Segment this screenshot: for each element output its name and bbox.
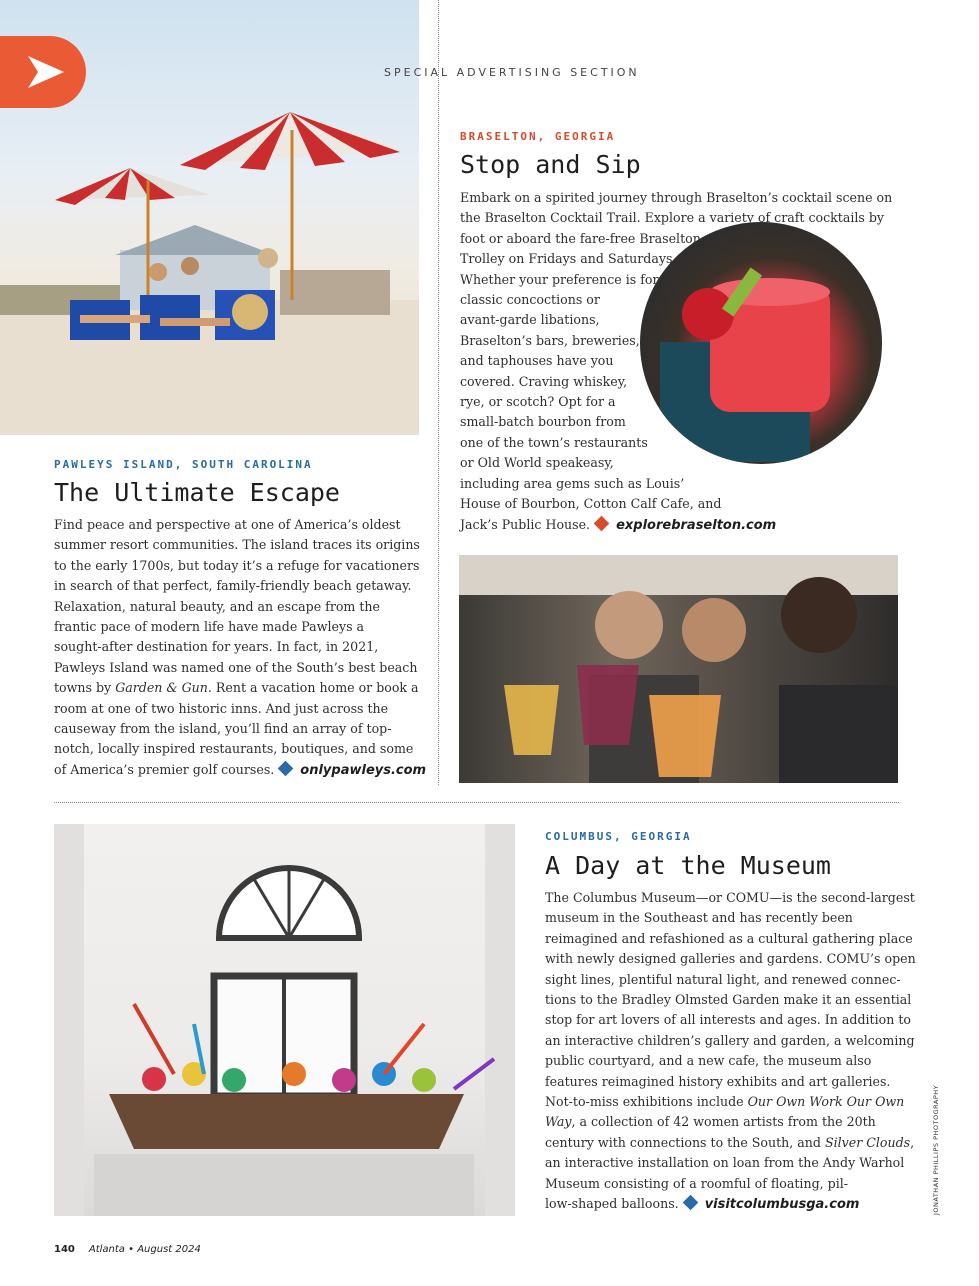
exhibition-title: Way [545, 1114, 572, 1130]
pawleys-title: The Ultimate Escape [54, 478, 340, 507]
body-line: stop for art lovers of all interests and ages. In addition to [545, 1012, 911, 1028]
body-line: foot or aboard the fare-free Braselton [460, 230, 701, 246]
columbus-link[interactable]: visitcolumbusga.com [704, 1197, 860, 1213]
body-line: to the early 1700s, but today it’s a refuge for vacationers [54, 557, 420, 573]
columbus-body [545, 888, 916, 1216]
braselton-link[interactable]: explorebraselton.com [616, 517, 777, 533]
body-line: Relaxation, natural beauty, and an escape from the [54, 598, 380, 614]
section-label: SPECIAL ADVERTISING SECTION [384, 66, 640, 79]
body-line: Pawleys Island was named one of the South’s best beach [54, 659, 418, 675]
body-line: small-batch bourbon from [460, 414, 626, 430]
body-line: avant-garde libations, [460, 312, 600, 328]
pawleys-kicker: PAWLEYS ISLAND, SOUTH CAROLINA [54, 458, 313, 471]
exhibition-title: Silver Clouds [824, 1134, 911, 1150]
body-line: reimagined and refashioned as a cultural gathering place [545, 930, 913, 946]
body-line: Whether your preference is for [460, 271, 659, 287]
braselton-kicker: BRASELTON, GEORGIA [460, 130, 616, 143]
body-line: Not-to-miss exhibitions include Our Own Work Our Own [545, 1094, 905, 1110]
exhibition-title: Our Own Work Our Own [747, 1094, 905, 1110]
body-line: of America’s premier golf courses. onlypawleys.com [54, 761, 427, 778]
body-line: museum in the Southeast and has recently been [545, 910, 853, 926]
columbus-title: A Day at the Museum [545, 851, 831, 880]
body-line: tions to the Bradley Olmsted Garden make it an essential [545, 992, 912, 1008]
friends-toast-photo [459, 555, 898, 783]
columbus-kicker: COLUMBUS, GEORGIA [545, 830, 692, 843]
braselton-body [460, 188, 892, 536]
body-line: one of the town’s restaurants [460, 434, 648, 450]
magazine-title: Garden & Gun [115, 680, 208, 696]
photo-credit: JONATHAN PHILLIPS PHOTOGRAPHY [932, 1084, 940, 1215]
body-line: sought-after destination for years. In fact, in 2021, [54, 639, 379, 655]
body-line: summer resort communities. The island traces its origins [54, 537, 420, 553]
body-line: causeway from the island, you’ll find an array of top- [54, 721, 392, 737]
body-line: an interactive children’s gallery and garden, a welcoming [545, 1032, 915, 1048]
arrow-right-icon [26, 54, 66, 90]
body-line: Braselton’s bars, breweries, [460, 332, 640, 348]
body-line: Embark on a spirited journey through Braselton’s cocktail scene on [460, 190, 893, 205]
body-line: room at one of two historic inns. And just across the [54, 700, 389, 716]
body-line: century with connections to the South, and Silver Clouds, [545, 1134, 915, 1150]
pawleys-link[interactable]: onlypawleys.com [300, 762, 427, 778]
body-line: public courtyard, and a new cafe, the museum also [545, 1053, 872, 1069]
body-line: Jack’s Public House. explorebraselton.com [460, 516, 777, 533]
section-tab [0, 36, 86, 108]
body-line: Way, a collection of 42 women artists from the 20th [545, 1114, 876, 1130]
body-line: the Braselton Cocktail Trail. Explore a variety of craft cocktails by [460, 210, 885, 226]
body-line: covered. Craving whiskey, [460, 373, 628, 389]
body-line: Museum consisting of a roomful of floating, pil- [545, 1175, 849, 1191]
body-line: features reimagined history exhibits and art galleries. [545, 1073, 891, 1089]
body-line: towns by Garden & Gun. Rent a vacation home or book a [54, 680, 419, 696]
body-line: in search of that perfect, family-friendly beach getaway. [54, 578, 412, 594]
diamond-arrow-icon [682, 1195, 698, 1211]
diamond-arrow-icon [594, 515, 610, 531]
publication-name: Atlanta [88, 1244, 125, 1255]
body-line: The Columbus Museum—or COMU—is the second-largest [545, 890, 915, 905]
issue-date: August 2024 [137, 1244, 201, 1255]
body-line: or Old World speakeasy, [460, 455, 614, 471]
body-line: and taphouses have you [460, 353, 614, 369]
body-line: classic concoctions or [460, 292, 600, 308]
footer-bullet: • [128, 1244, 135, 1255]
page-number: 140 [54, 1244, 75, 1255]
body-line: House of Bourbon, Cotton Calf Cafe, and [460, 496, 722, 512]
page-footer [54, 1244, 201, 1255]
museum-photo [54, 824, 515, 1216]
row-divider [54, 802, 899, 803]
body-line: sight lines, plentiful natural light, and renewed connec- [545, 971, 901, 987]
body-line: frantic pace of modern life have made Pawleys a [54, 619, 365, 635]
body-line: Trolley on Fridays and Saturdays. [460, 251, 677, 267]
body-line: including area gems such as Louis’ [460, 475, 685, 491]
body-line: an interactive installation on loan from the Andy Warhol [545, 1155, 905, 1171]
body-line: Find peace and perspective at one of America’s oldest [54, 517, 401, 532]
column-divider [438, 0, 439, 785]
body-line: with newly designed galleries and gardens. COMU’s open [545, 951, 916, 967]
pawleys-body [54, 515, 426, 781]
body-line: notch, locally inspired restaurants, boutiques, and some [54, 741, 414, 757]
body-line: rye, or scotch? Opt for a [460, 394, 616, 410]
body-line: low-shaped balloons. visitcolumbusga.com [545, 1196, 860, 1213]
diamond-arrow-icon [278, 761, 294, 777]
braselton-title: Stop and Sip [460, 150, 641, 179]
